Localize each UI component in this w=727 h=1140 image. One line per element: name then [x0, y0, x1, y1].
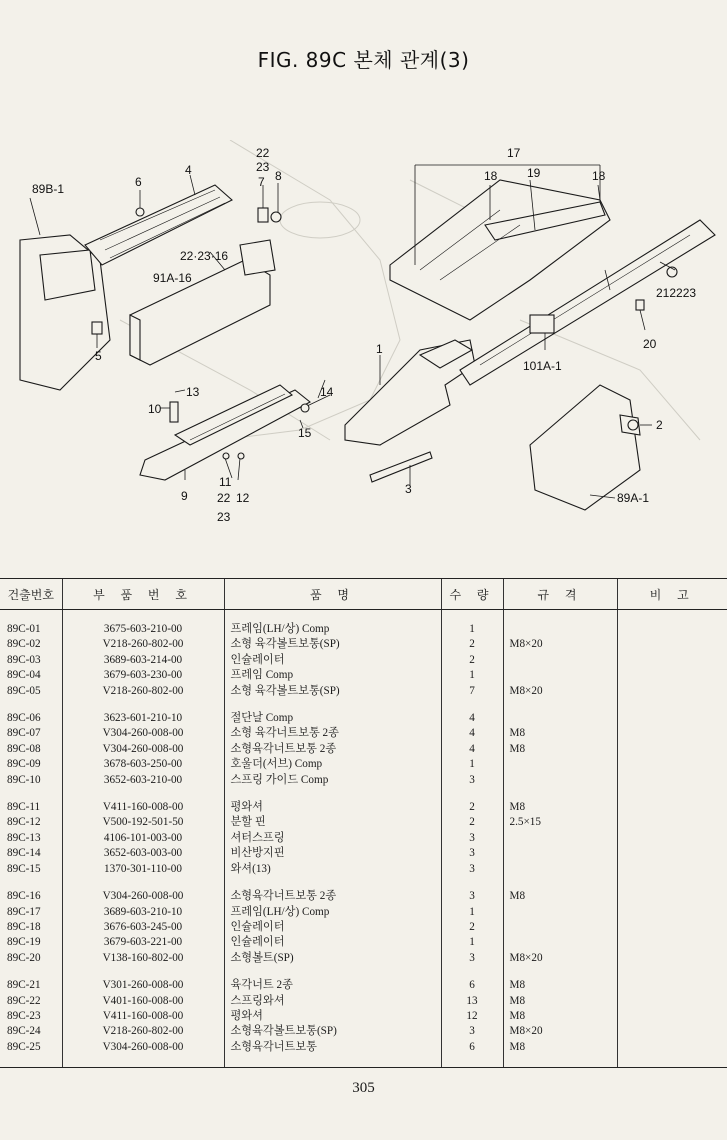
callout-23-bottom: 23	[217, 510, 231, 524]
spacer-cell	[441, 1055, 503, 1068]
remarks-cell	[617, 862, 727, 877]
spec-cell	[503, 846, 617, 861]
table-row	[0, 978, 727, 993]
quantity-cell: 2	[441, 637, 503, 652]
quantity-cell: 3	[441, 1024, 503, 1039]
spec-cell	[503, 935, 617, 950]
remarks-cell	[617, 800, 727, 815]
spacer-cell	[503, 877, 617, 889]
callout-9: 9	[181, 489, 188, 503]
spec-cell: M8×20	[503, 1024, 617, 1039]
callout-23-top: 23	[256, 160, 270, 174]
remarks-cell	[617, 711, 727, 726]
figure-no-cell: 89C-23	[7, 1009, 41, 1022]
table-row	[0, 711, 727, 726]
part-name-cell: 소형육각너트보통 2종	[224, 889, 441, 904]
spec-cell	[503, 773, 617, 788]
part-number-cell: 3652-603-210-00	[62, 773, 224, 788]
remarks-cell	[617, 757, 727, 772]
figure-no-cell: 89C-25	[7, 1040, 41, 1053]
quantity-cell: 2	[441, 800, 503, 815]
spacer-cell	[62, 699, 224, 711]
part-name-cell: 프레임(LH/상) Comp	[224, 622, 441, 637]
remarks-cell	[617, 1009, 727, 1024]
group-spacer-row	[0, 699, 727, 711]
spacer-cell	[62, 966, 224, 978]
part-number-cell: 3679-603-221-00	[62, 935, 224, 950]
remarks-cell	[617, 978, 727, 993]
callout-1: 1	[376, 342, 383, 356]
page-number: 305	[352, 1080, 375, 1096]
part-name-cell: 스프링와셔	[224, 994, 441, 1009]
remarks-cell	[617, 994, 727, 1009]
part-name-cell: 인슐레이터	[224, 920, 441, 935]
quantity-cell: 7	[441, 684, 503, 699]
figure-no-cell: 89C-15	[7, 862, 41, 875]
figure-no-cell: 89C-12	[7, 816, 41, 829]
part-number-cell: V218-260-802-00	[62, 684, 224, 699]
remarks-cell	[617, 773, 727, 788]
quantity-cell: 1	[441, 622, 503, 637]
table-header-row	[0, 579, 727, 610]
quantity-cell: 6	[441, 1040, 503, 1055]
table-row	[0, 668, 727, 683]
header-remarks: 비 고	[617, 579, 727, 610]
remarks-cell	[617, 935, 727, 950]
callout-13: 13	[186, 385, 200, 399]
part-number-cell: V411-160-008-00	[62, 1009, 224, 1024]
figure-no-cell: 89C-19	[7, 936, 41, 949]
quantity-cell: 2	[441, 920, 503, 935]
part-name-cell: 인슐레이터	[224, 935, 441, 950]
figure-no-cell: 89C-08	[7, 742, 41, 755]
part-number-cell: 3652-603-003-00	[62, 846, 224, 861]
part-name-cell: 스프링 가이드 Comp	[224, 773, 441, 788]
part-name-cell: 셔터스프링	[224, 831, 441, 846]
group-spacer-row	[0, 877, 727, 889]
table-row	[0, 742, 727, 757]
spacer-cell	[617, 788, 727, 800]
group-spacer-row	[0, 610, 727, 623]
spacer-cell	[441, 610, 503, 623]
callout-20: 20	[643, 337, 657, 351]
part-name-cell: 소형육각너트보통	[224, 1040, 441, 1055]
part-number-cell: 3623-601-210-10	[62, 711, 224, 726]
table-row	[0, 757, 727, 772]
figure-no-cell: 89C-11	[7, 801, 41, 814]
quantity-cell: 3	[441, 831, 503, 846]
callout-5: 5	[95, 349, 102, 363]
spec-cell: M8	[503, 889, 617, 904]
part-name-cell: 평와셔	[224, 1009, 441, 1024]
part-number-cell: 3678-603-250-00	[62, 757, 224, 772]
figure-no-cell: 89C-01	[7, 623, 41, 635]
spacer-cell	[0, 699, 62, 711]
table-row	[0, 622, 727, 637]
part-number-cell: V301-260-008-00	[62, 978, 224, 993]
callout-3: 3	[405, 482, 412, 496]
part-number-cell: 4106-101-003-00	[62, 831, 224, 846]
figure-no-cell: 89C-05	[7, 684, 41, 697]
part-number-cell: V138-160-802-00	[62, 951, 224, 966]
part-number-cell: 3676-603-245-00	[62, 920, 224, 935]
spacer-cell	[62, 1055, 224, 1068]
callout-17: 17	[507, 146, 521, 160]
page-title: FIG. 89C 본체 관계(3)	[257, 48, 470, 72]
spacer-cell	[224, 1055, 441, 1068]
part-name-cell: 평와셔	[224, 800, 441, 815]
spec-cell: M8	[503, 978, 617, 993]
remarks-cell	[617, 831, 727, 846]
callout-6: 6	[135, 175, 142, 189]
quantity-cell: 1	[441, 668, 503, 683]
quantity-cell: 4	[441, 742, 503, 757]
table-row	[0, 800, 727, 815]
spec-cell: M8	[503, 994, 617, 1009]
header-quantity: 수 량	[441, 579, 503, 610]
spec-cell	[503, 622, 617, 637]
table-row	[0, 684, 727, 699]
part-number-cell: V411-160-008-00	[62, 800, 224, 815]
part-name-cell: 와셔(13)	[224, 862, 441, 877]
part-number-cell: V304-260-008-00	[62, 726, 224, 741]
header-spec: 규 격	[503, 579, 617, 610]
spacer-cell	[617, 877, 727, 889]
part-name-cell: 프레임(LH/상) Comp	[224, 905, 441, 920]
remarks-cell	[617, 905, 727, 920]
quantity-cell: 13	[441, 994, 503, 1009]
remarks-cell	[617, 920, 727, 935]
quantity-cell: 1	[441, 935, 503, 950]
spacer-cell	[441, 699, 503, 711]
callout-22-top: 22	[256, 146, 270, 160]
spec-cell	[503, 862, 617, 877]
spec-cell: M8×20	[503, 951, 617, 966]
figure-no-cell: 89C-17	[7, 905, 41, 918]
callout-12: 12	[236, 491, 250, 505]
part-name-cell: 인슐레이터	[224, 653, 441, 668]
figure-no-cell: 89C-10	[7, 773, 41, 786]
spacer-cell	[617, 1055, 727, 1068]
callout-89b-1: 89B-1	[32, 182, 65, 196]
part-number-cell: V218-260-802-00	[62, 1024, 224, 1039]
figure-no-cell: 89C-14	[7, 847, 41, 860]
callout-4: 4	[185, 163, 192, 177]
table-row	[0, 637, 727, 652]
figure-no-cell: 89C-06	[7, 712, 41, 725]
figure-no-cell: 89C-02	[7, 638, 41, 651]
spec-cell	[503, 920, 617, 935]
callout-2: 2	[656, 418, 663, 432]
quantity-cell: 1	[441, 905, 503, 920]
part-name-cell: 육각너트 2종	[224, 978, 441, 993]
parts-table-body	[0, 610, 727, 1068]
callout-89a-1: 89A-1	[617, 491, 650, 505]
remarks-cell	[617, 889, 727, 904]
spec-cell: 2.5×15	[503, 815, 617, 830]
figure-no-cell: 89C-09	[7, 758, 41, 771]
spacer-cell	[617, 966, 727, 978]
spacer-cell	[0, 966, 62, 978]
spacer-cell	[617, 610, 727, 623]
part-number-cell: 3689-603-210-10	[62, 905, 224, 920]
callout-212223: 212223	[656, 286, 697, 300]
table-row	[0, 831, 727, 846]
insulator-3	[370, 452, 432, 485]
callout-18-left: 18	[484, 169, 498, 183]
spacer-cell	[617, 699, 727, 711]
callout-22-bottom: 22	[217, 491, 231, 505]
table-row	[0, 846, 727, 861]
spacer-cell	[0, 610, 62, 623]
spacer-cell	[224, 788, 441, 800]
spec-cell: M8	[503, 800, 617, 815]
table-row	[0, 653, 727, 668]
spec-cell: M8	[503, 726, 617, 741]
callout-7: 7	[258, 175, 265, 189]
table-row	[0, 920, 727, 935]
holder-9	[140, 385, 310, 480]
parts-table	[0, 578, 727, 1068]
remarks-cell	[617, 846, 727, 861]
table-end-row	[0, 1055, 727, 1068]
remarks-cell	[617, 668, 727, 683]
header-figure-no: 건출번호	[0, 579, 62, 610]
figure-no-cell: 89C-18	[7, 920, 41, 933]
spec-cell	[503, 831, 617, 846]
table-row	[0, 1009, 727, 1024]
table-row	[0, 994, 727, 1009]
table-row	[0, 815, 727, 830]
frame-comp-1	[345, 340, 475, 445]
callout-8: 8	[275, 169, 282, 183]
table-row	[0, 1024, 727, 1039]
spacer-cell	[441, 788, 503, 800]
figure-no-cell: 89C-20	[7, 951, 41, 964]
part-number-cell: 3675-603-210-00	[62, 622, 224, 637]
spec-cell: M8×20	[503, 637, 617, 652]
figure-no-cell: 89C-24	[7, 1025, 41, 1038]
part-name-cell: 소형 육각볼트보통(SP)	[224, 637, 441, 652]
quantity-cell: 3	[441, 846, 503, 861]
callout-18-right: 18	[592, 169, 606, 183]
spec-cell	[503, 905, 617, 920]
part-number-cell: V304-260-008-00	[62, 742, 224, 757]
spacer-cell	[0, 1055, 62, 1068]
spacer-cell	[441, 966, 503, 978]
remarks-cell	[617, 1024, 727, 1039]
spec-cell	[503, 757, 617, 772]
remarks-cell	[617, 637, 727, 652]
spacer-cell	[503, 966, 617, 978]
callout-19: 19	[527, 166, 541, 180]
spacer-cell	[224, 699, 441, 711]
quantity-cell: 1	[441, 757, 503, 772]
spacer-cell	[62, 788, 224, 800]
spacer-cell	[441, 877, 503, 889]
table-row	[0, 951, 727, 966]
quantity-cell: 12	[441, 1009, 503, 1024]
part-name-cell: 절단날 Comp	[224, 711, 441, 726]
part-name-cell: 분할 핀	[224, 815, 441, 830]
group-spacer-row	[0, 966, 727, 978]
part-number-cell: V304-260-008-00	[62, 889, 224, 904]
callout-22-23-16: 22·23·16	[180, 249, 229, 263]
quantity-cell: 6	[441, 978, 503, 993]
spec-cell: M8×20	[503, 684, 617, 699]
table-row	[0, 889, 727, 904]
part-number-cell: 1370-301-110-00	[62, 862, 224, 877]
part-number-cell: V218-260-802-00	[62, 637, 224, 652]
spacer-cell	[503, 788, 617, 800]
part-name-cell: 비산방지핀	[224, 846, 441, 861]
part-number-cell: V304-260-008-00	[62, 1040, 224, 1055]
spec-cell	[503, 653, 617, 668]
spacer-cell	[224, 966, 441, 978]
part-name-cell: 소형육각볼트보통(SP)	[224, 1024, 441, 1039]
spacer-cell	[224, 610, 441, 623]
figure-no-cell: 89C-04	[7, 669, 41, 682]
spacer-cell	[503, 1055, 617, 1068]
table-row	[0, 726, 727, 741]
spec-cell: M8	[503, 742, 617, 757]
callout-15: 15	[298, 426, 312, 440]
spec-cell	[503, 668, 617, 683]
quantity-cell: 4	[441, 726, 503, 741]
part-name-cell: 소형 육각볼트보통(SP)	[224, 684, 441, 699]
part-name-cell: 호울더(서브) Comp	[224, 757, 441, 772]
quantity-cell: 2	[441, 653, 503, 668]
spacer-cell	[224, 877, 441, 889]
remarks-cell	[617, 742, 727, 757]
header-part-name: 품 명	[224, 579, 441, 610]
table-row	[0, 935, 727, 950]
remarks-cell	[617, 726, 727, 741]
remarks-cell	[617, 684, 727, 699]
quantity-cell: 3	[441, 889, 503, 904]
part-number-cell: V401-160-008-00	[62, 994, 224, 1009]
spacer-cell	[62, 610, 224, 623]
spacer-cell	[503, 610, 617, 623]
part-name-cell: 소형볼트(SP)	[224, 951, 441, 966]
table-row	[0, 773, 727, 788]
quantity-cell: 2	[441, 815, 503, 830]
figure-no-cell: 89C-22	[7, 994, 41, 1007]
remarks-cell	[617, 653, 727, 668]
remarks-cell	[617, 951, 727, 966]
remarks-cell	[617, 622, 727, 637]
part-name-cell: 프레임 Comp	[224, 668, 441, 683]
callout-101a-1: 101A-1	[523, 359, 562, 373]
spacer-cell	[0, 788, 62, 800]
remarks-cell	[617, 815, 727, 830]
spacer-cell	[62, 877, 224, 889]
table-row	[0, 862, 727, 877]
spec-cell: M8	[503, 1009, 617, 1024]
part-name-cell: 소형 육각너트보통 2종	[224, 726, 441, 741]
figure-no-cell: 89C-07	[7, 727, 41, 740]
callout-91a-16: 91A-16	[153, 271, 192, 285]
callout-10: 10	[148, 402, 162, 416]
part-number-cell: 3679-603-230-00	[62, 668, 224, 683]
figure-no-cell: 89C-03	[7, 653, 41, 666]
quantity-cell: 3	[441, 773, 503, 788]
remarks-cell	[617, 1040, 727, 1055]
part-number-cell: V500-192-501-50	[62, 815, 224, 830]
exploded-parts-diagram	[0, 140, 727, 540]
part-name-cell: 소형육각너트보통 2종	[224, 742, 441, 757]
callout-14: 14	[320, 385, 334, 399]
quantity-cell: 3	[441, 951, 503, 966]
group-spacer-row	[0, 788, 727, 800]
spec-cell: M8	[503, 1040, 617, 1055]
figure-no-cell: 89C-16	[7, 890, 41, 903]
figure-no-cell: 89C-13	[7, 831, 41, 844]
table-row	[0, 905, 727, 920]
figure-no-cell: 89C-21	[7, 979, 41, 992]
quantity-cell: 4	[441, 711, 503, 726]
table-row	[0, 1040, 727, 1055]
spacer-cell	[0, 877, 62, 889]
part-number-cell: 3689-603-214-00	[62, 653, 224, 668]
callout-11: 11	[219, 475, 232, 489]
spacer-cell	[503, 699, 617, 711]
quantity-cell: 3	[441, 862, 503, 877]
spec-cell	[503, 711, 617, 726]
header-part-number: 부 품 번 호	[62, 579, 224, 610]
